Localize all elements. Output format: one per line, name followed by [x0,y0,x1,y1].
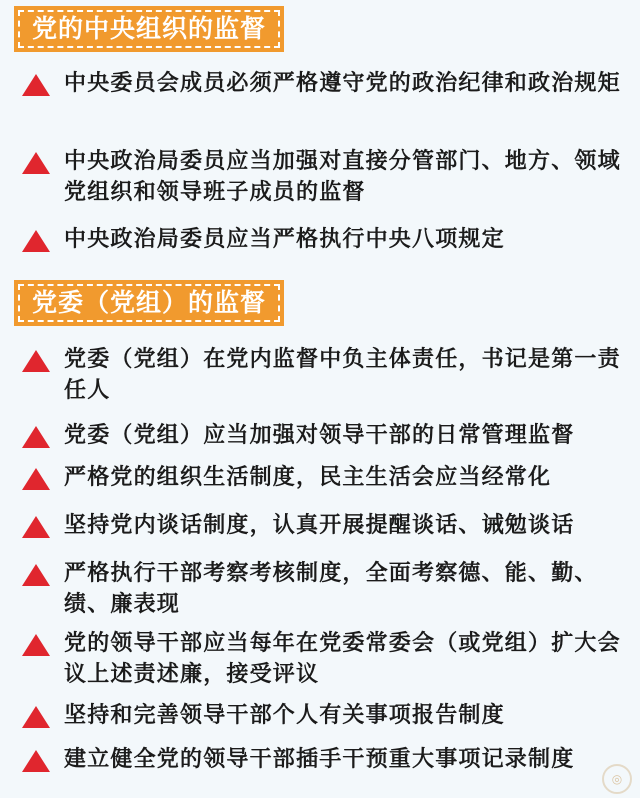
triangle-bullet-icon [22,152,50,174]
list-item-text: 党委（党组）在党内监督中负主体责任，书记是第一责任人 [64,346,621,403]
triangle-bullet-icon [22,564,50,586]
section-header-central-organization [14,6,284,52]
list-item-text: 坚持党内谈话制度，认真开展提醒谈话、诫勉谈话 [64,512,575,538]
section-header-party-committee [14,280,284,326]
list-item-text: 党的领导干部应当每年在党委常委会（或党组）扩大会议上述责述廉，接受评议 [64,630,621,687]
triangle-bullet-icon [22,468,50,490]
triangle-bullet-icon [22,350,50,372]
triangle-bullet-icon [22,426,50,448]
watermark [602,764,632,794]
triangle-bullet-icon [22,74,50,96]
list-item-text: 严格执行干部考察考核制度，全面考察德、能、勤、绩、廉表现 [64,560,598,617]
list-item-text: 坚持和完善领导干部个人有关事项报告制度 [64,702,505,728]
list-item-text: 中央政治局委员应当严格执行中央八项规定 [64,226,505,252]
list-item-text: 中央委员会成员必须严格遵守党的政治纪律和政治规矩 [64,70,621,96]
triangle-bullet-icon [22,634,50,656]
list-item-text: 建立健全党的领导干部插手干预重大事项记录制度 [64,746,575,772]
list-item-text: 党委（党组）应当加强对领导干部的日常管理监督 [64,422,575,448]
list-item-text: 中央政治局委员应当加强对直接分管部门、地方、领域党组织和领导班子成员的监督 [64,148,621,205]
watermark-logo-icon: ◎ [602,764,632,794]
triangle-bullet-icon [22,516,50,538]
section-title: 党委（党组）的监督 [18,284,280,322]
triangle-bullet-icon [22,230,50,252]
list-item-text: 严格党的组织生活制度，民主生活会应当经常化 [64,464,552,490]
section-title: 党的中央组织的监督 [18,10,280,48]
triangle-bullet-icon [22,706,50,728]
triangle-bullet-icon [22,750,50,772]
